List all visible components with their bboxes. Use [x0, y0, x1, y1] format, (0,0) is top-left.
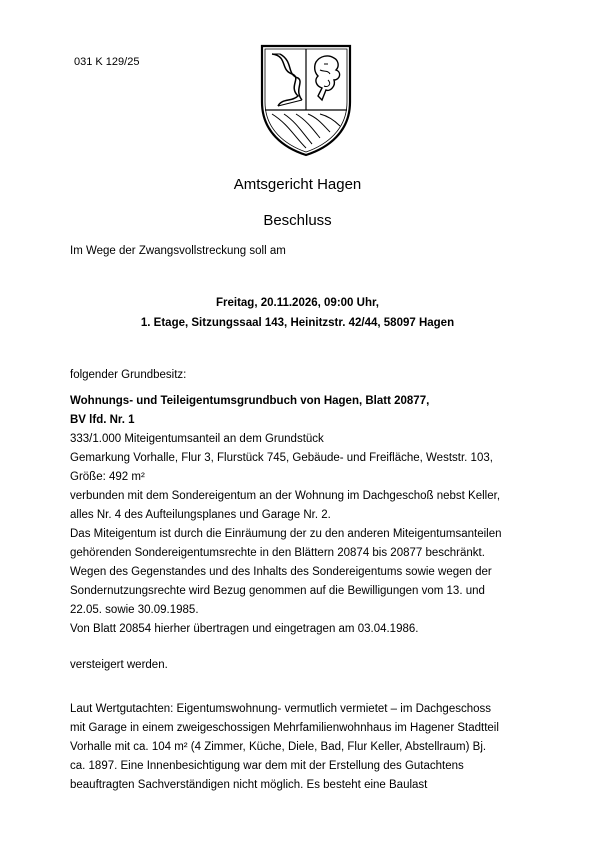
document-title: Beschluss — [263, 212, 332, 229]
valuation-line: beauftragten Sachverständigen nicht möglich. Es besteht eine Baulast — [70, 779, 428, 791]
property-line: Größe: 492 m² — [70, 471, 145, 483]
property-line: Gemarkung Vorhalle, Flur 3, Flurstück 745, Gebäude- und Freifläche, Weststr. 103, — [70, 452, 493, 464]
property-line: Wegen des Gegenstandes und des Inhalts des Sondereigentums sowie wegen der — [70, 566, 492, 578]
valuation-line: mit Garage in einem zweigeschossigen Mehrfamilienwohnhaus im Hagener Stadtteil — [70, 722, 499, 734]
valuation-line: Vorhalle mit ca. 104 m² (4 Zimmer, Küche, Diele, Bad, Flur Keller, Abstellraum) Bj. — [70, 741, 487, 753]
valuation-line: ca. 1897. Eine Innenbesichtigung war dem mit der Erstellung des Gutachtens — [70, 760, 464, 772]
property-line: Von Blatt 20854 hierher übertragen und eingetragen am 03.04.1986. — [70, 623, 419, 635]
property-line: verbunden mit dem Sondereigentum an der Wohnung im Dachgeschoß nebst Keller, — [70, 490, 501, 502]
case-reference: 031 K 129/25 — [74, 56, 140, 68]
property-line: alles Nr. 4 des Aufteilungsplanes und Garage Nr. 2. — [70, 509, 331, 521]
property-line: Sondernutzungsrechte wird Bezug genommen auf die Bewilligungen vom 13. und — [70, 585, 485, 597]
property-line: 333/1.000 Miteigentumsanteil an dem Grundstück — [70, 433, 324, 445]
property-line: gehörenden Sondereigentumsrechte in den Blättern 20874 bis 20877 beschränkt. — [70, 547, 485, 559]
appointment-date: Freitag, 20.11.2026, 09:00 Uhr, — [215, 297, 380, 309]
property-line: Das Miteigentum ist durch die Einräumung der zu den anderen Miteigentumsanteilen — [70, 528, 502, 540]
property-heading: Wohnungs- und Teileigentumsgrundbuch von Hagen, Blatt 20877, — [70, 395, 430, 407]
valuation-line: Laut Wertgutachten: Eigentumswohnung- vermutlich vermietet – im Dachgeschoss — [70, 703, 492, 715]
intro-text: Im Wege der Zwangsvollstreckung soll am — [70, 245, 286, 257]
closing-text: versteigert werden. — [70, 659, 168, 671]
coat-of-arms-icon — [258, 40, 354, 158]
property-line: 22.05. sowie 30.09.1985. — [70, 604, 199, 616]
property-intro: folgender Grundbesitz: — [70, 369, 187, 381]
court-name: Amtsgericht Hagen — [233, 176, 362, 193]
property-heading-entry: BV lfd. Nr. 1 — [70, 414, 135, 426]
appointment-place: 1. Etage, Sitzungssaal 143, Heinitzstr. 42/44, 58097 Hagen — [140, 317, 455, 329]
